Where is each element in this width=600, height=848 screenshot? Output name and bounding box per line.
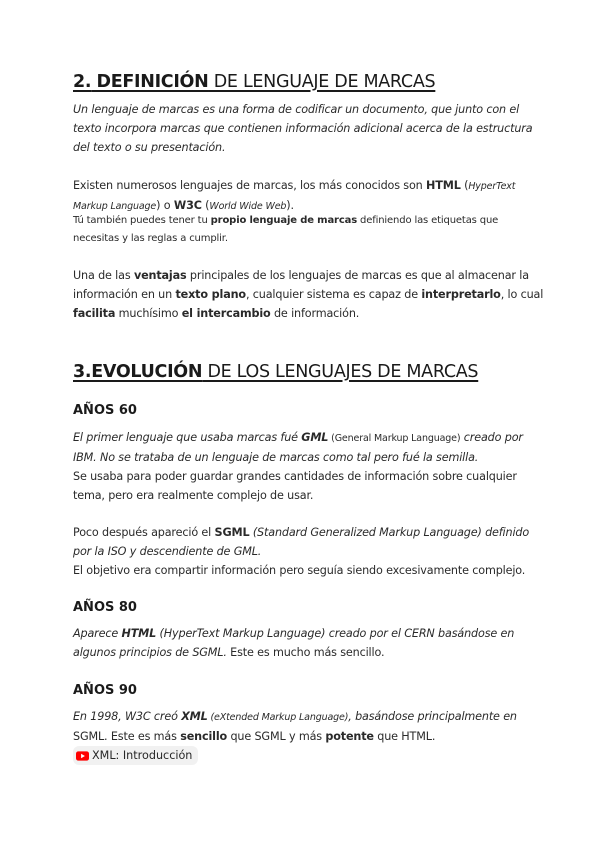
text-line: En 1998, W3C creó XML (eXtended Markup Language), basándose principalmente en xyxy=(73,710,517,723)
anos-60-paragraph xyxy=(73,428,543,505)
heading-bold: 3.EVOLUCIÓN xyxy=(73,362,203,382)
anos-80-paragraph xyxy=(73,624,543,662)
xml-intro-video-link[interactable] xyxy=(73,746,198,765)
heading-rest: DE LOS LENGUAJES DE MARCAS xyxy=(202,362,479,382)
text-line: El primer lenguaje que usaba marcas fué GML (General Markup Language) creado por xyxy=(73,431,523,444)
advantages-paragraph xyxy=(73,266,543,323)
text-line: Existen numerosos lenguajes de marcas, los más conocidos son HTML (HyperText xyxy=(73,179,516,192)
heading-bold: DEFINICIÓN xyxy=(96,72,209,92)
text-line: Una de las ventajas principales de los lenguajes de marcas es que al almacenar la xyxy=(73,269,529,282)
text-line: Poco después apareció el SGML (Standard Generalized Markup Language) definido xyxy=(73,526,530,539)
text-line: Un lenguaje de marcas es una forma de codificar un documento, que junto con el xyxy=(73,103,520,116)
text-line: IBM. No se trataba de un lenguaje de marcas como tal pero fué la semilla. xyxy=(73,451,479,464)
known-languages-paragraph xyxy=(73,176,543,216)
own-language-paragraph xyxy=(73,212,543,248)
text-line: Markup Language) o W3C (World Wide Web). xyxy=(73,199,294,212)
anos-90-heading: AÑOS 90 xyxy=(73,683,137,698)
text-line: información en un texto plano, cualquier sistema es capaz de interpretarlo, lo cual xyxy=(73,288,544,301)
text-line: por la ISO y descendiente de GML. xyxy=(73,545,262,558)
text-line: facilita muchísimo el intercambio de información. xyxy=(73,307,360,320)
heading-rest: DE LENGUAJE DE MARCAS xyxy=(208,72,436,92)
text-line: Se usaba para poder guardar grandes cantidades de información sobre cualquier xyxy=(73,470,517,483)
heading-number: 2. xyxy=(73,72,92,92)
youtube-icon xyxy=(76,751,89,761)
link-label: XML: Introducción xyxy=(92,749,193,762)
sgml-paragraph xyxy=(73,523,543,580)
text-line: necesitas y las reglas a cumplir. xyxy=(73,233,228,244)
text-line: del texto o su presentación. xyxy=(73,141,226,154)
text-line: El objetivo era compartir información pero seguía siendo excesivamente complejo. xyxy=(73,564,526,577)
section-3-heading xyxy=(73,362,478,382)
section-2-heading xyxy=(73,72,435,92)
definition-paragraph xyxy=(73,100,543,157)
text-line: texto incorpora marcas que contienen información adicional acerca de la estructura xyxy=(73,122,533,135)
text-line: Aparece HTML (HyperText Markup Language) creado por el CERN basándose en xyxy=(73,627,515,640)
anos-80-heading: AÑOS 80 xyxy=(73,600,137,615)
text-line: SGML. Este es más sencillo que SGML y más potente que HTML. xyxy=(73,730,436,743)
anos-60-heading: AÑOS 60 xyxy=(73,403,137,418)
text-line: tema, pero era realmente complejo de usar. xyxy=(73,489,314,502)
anos-90-paragraph xyxy=(73,707,543,746)
text-line: algunos principios de SGML. Este es mucho más sencillo. xyxy=(73,646,385,659)
text-line: Tú también puedes tener tu propio lenguaje de marcas definiendo las etiquetas que xyxy=(73,215,499,226)
